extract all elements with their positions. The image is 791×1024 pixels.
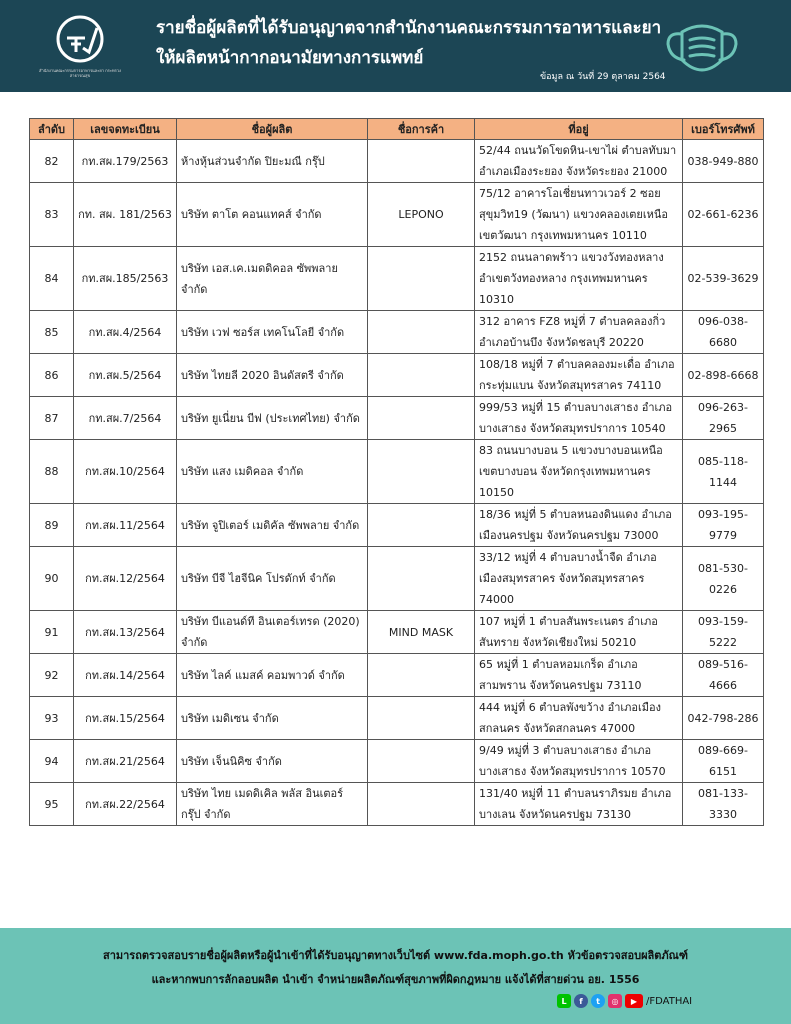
- address: 131/40 หมู่ที่ 11 ตำบลนราภิรมย อำเภอบางเลน จังหวัดนครปฐม 73130: [475, 783, 683, 826]
- row-number: 82: [30, 140, 74, 183]
- phone-number: 038-949-880: [683, 140, 764, 183]
- manufacturer-name: บริษัท เอส.เค.เมดดิคอล ซัพพลาย จำกัด: [177, 247, 368, 311]
- registration-number: กท.สผ.11/2564: [74, 504, 177, 547]
- brand-name: [368, 783, 475, 826]
- col-header-registration: เลขจดทะเบียน: [74, 119, 177, 140]
- address: 107 หมู่ที่ 1 ตำบลสันพระเนตร อำเภอสันทราย จังหวัดเชียงใหม่ 50210: [475, 611, 683, 654]
- row-number: 86: [30, 354, 74, 397]
- manufacturer-name: บริษัท ไลค์ แมสค์ คอมพาวด์ จำกัด: [177, 654, 368, 697]
- manufacturer-name: บริษัท จูปิเตอร์ เมดิคัล ซัพพลาย จำกัด: [177, 504, 368, 547]
- youtube-icon[interactable]: ▶: [625, 994, 643, 1008]
- row-number: 95: [30, 783, 74, 826]
- footer-line-1: สามารถตรวจสอบรายชื่อผู้ผลิตหรือผู้นำเข้าที่ได้รับอนุญาตทางเว็บไซต์ www.fda.moph.go.th หัวข้อตรวจสอบผลิตภัณฑ์: [102, 949, 689, 962]
- manufacturer-name: บริษัท ยูเนี่ยน บีฟ (ประเทศไทย) จำกัด: [177, 397, 368, 440]
- registration-number: กท. สผ. 181/2563: [74, 183, 177, 247]
- data-date: ข้อมูล ณ วันที่ 29 ตุลาคม 2564: [540, 72, 666, 82]
- table-row: [30, 547, 764, 611]
- address: 33/12 หมู่ที่ 4 ตำบลบางน้ำจืด อำเภอเมืองสมุทรสาคร จังหวัดสมุทรสาคร 74000: [475, 547, 683, 611]
- brand-name: MIND MASK: [368, 611, 475, 654]
- brand-name: [368, 440, 475, 504]
- manufacturer-name: บริษัท เมดิเซน จำกัด: [177, 697, 368, 740]
- manufacturer-name: บริษัท ไทย เมดดิเคิล พลัส อินเตอร์ กรุ๊ป จำกัด: [177, 783, 368, 826]
- address: 18/36 หมู่ที่ 5 ตำบลหนองดินแดง อำเภอเมืองนครปฐม จังหวัดนครปฐม 73000: [475, 504, 683, 547]
- phone-number: 096-038-6680: [683, 311, 764, 354]
- row-number: 94: [30, 740, 74, 783]
- row-number: 88: [30, 440, 74, 504]
- row-number: 89: [30, 504, 74, 547]
- address: 999/53 หมู่ที่ 15 ตำบลบางเสาธง อำเภอบางเสาธง จังหวัดสมุทรปราการ 10540: [475, 397, 683, 440]
- table-row: [30, 354, 764, 397]
- brand-name: [368, 740, 475, 783]
- registration-number: กท.สผ.5/2564: [74, 354, 177, 397]
- manufacturer-name: บริษัท แสง เมดิคอล จำกัด: [177, 440, 368, 504]
- registration-number: กท.สผ.7/2564: [74, 397, 177, 440]
- table-row: [30, 697, 764, 740]
- page-footer: [0, 928, 791, 1024]
- page-title: รายชื่อผู้ผลิตที่ได้รับอนุญาตจากสำนักงานคณะกรรมการอาหารและยา: [156, 18, 662, 38]
- manufacturer-table: [29, 118, 764, 826]
- brand-name: [368, 547, 475, 611]
- row-number: 92: [30, 654, 74, 697]
- registration-number: กท.สผ.22/2564: [74, 783, 177, 826]
- table-row: [30, 311, 764, 354]
- table-row: [30, 183, 764, 247]
- table-row: [30, 783, 764, 826]
- manufacturer-name: บริษัท ไทยลี 2020 อินดัสตรี จำกัด: [177, 354, 368, 397]
- facebook-icon[interactable]: f: [574, 994, 588, 1008]
- brand-name: [368, 311, 475, 354]
- registration-number: กท.สผ.14/2564: [74, 654, 177, 697]
- row-number: 83: [30, 183, 74, 247]
- address: 52/44 ถนนวัดโขดหิน-เขาไผ่ ตำบลทับมา อำเภอเมืองระยอง จังหวัดระยอง 21000: [475, 140, 683, 183]
- phone-number: 089-669-6151: [683, 740, 764, 783]
- manufacturer-name: บริษัท ตาโต คอนแทคส์ จำกัด: [177, 183, 368, 247]
- face-mask-icon: [662, 18, 742, 80]
- registration-number: กท.สผ.15/2564: [74, 697, 177, 740]
- registration-number: กท.สผ.13/2564: [74, 611, 177, 654]
- manufacturer-name: ห้างหุ้นส่วนจำกัด ปิยะมณี กรุ๊ป: [177, 140, 368, 183]
- brand-name: [368, 697, 475, 740]
- col-header-address: ที่อยู่: [475, 119, 683, 140]
- fda-logo: [55, 14, 105, 64]
- address: 108/18 หมู่ที่ 7 ตำบลคลองมะเดื่อ อำเภอกระทุ่มแบน จังหวัดสมุทรสาคร 74110: [475, 354, 683, 397]
- table-row: [30, 247, 764, 311]
- row-number: 90: [30, 547, 74, 611]
- brand-name: [368, 504, 475, 547]
- phone-number: 02-661-6236: [683, 183, 764, 247]
- registration-number: กท.สผ.21/2564: [74, 740, 177, 783]
- address: 75/12 อาคารโอเชี่ยนทาวเวอร์ 2 ซอยสุขุมวิท19 (วัฒนา) แขวงคลองเตยเหนือ เขตวัฒนา กรุงเทพมหานคร 10110: [475, 183, 683, 247]
- address: 444 หมู่ที่ 6 ตำบลพังขว้าง อำเภอเมืองสกลนคร จังหวัดสกลนคร 47000: [475, 697, 683, 740]
- phone-number: 081-133-3330: [683, 783, 764, 826]
- twitter-icon[interactable]: t: [591, 994, 605, 1008]
- registration-number: กท.สผ.4/2564: [74, 311, 177, 354]
- row-number: 87: [30, 397, 74, 440]
- phone-number: 02-539-3629: [683, 247, 764, 311]
- brand-name: [368, 140, 475, 183]
- col-header-no: ลำดับ: [30, 119, 74, 140]
- social-links: [557, 994, 692, 1008]
- phone-number: 096-263-2965: [683, 397, 764, 440]
- phone-number: 081-530-0226: [683, 547, 764, 611]
- manufacturer-name: บริษัท บีจี ไฮจีนิค โปรดักท์ จำกัด: [177, 547, 368, 611]
- col-header-manufacturer: ชื่อผู้ผลิต: [177, 119, 368, 140]
- registration-number: กท.สผ.185/2563: [74, 247, 177, 311]
- phone-number: 085-118-1144: [683, 440, 764, 504]
- row-number: 91: [30, 611, 74, 654]
- footer-line-2: และหากพบการลักลอบผลิต นำเข้า จำหน่ายผลิตภัณฑ์สุขภาพที่ผิดกฎหมาย แจ้งได้ที่สายด่วน อย. 1556: [151, 973, 640, 986]
- col-header-phone: เบอร์โทรศัพท์: [683, 119, 764, 140]
- phone-number: 089-516-4666: [683, 654, 764, 697]
- table-header-row: [30, 119, 764, 140]
- address: 2152 ถนนลาดพร้าว แขวงวังทองหลาง อำเขตวังทองหลาง กรุงเทพมหานคร 10310: [475, 247, 683, 311]
- page-subtitle: ให้ผลิตหน้ากากอนามัยทางการแพทย์: [156, 48, 424, 68]
- brand-name: [368, 654, 475, 697]
- manufacturer-name: บริษัท บีแอนด์ที อินเตอร์เทรด (2020) จำกัด: [177, 611, 368, 654]
- brand-name: LEPONO: [368, 183, 475, 247]
- table-row: [30, 611, 764, 654]
- address: 65 หมู่ที่ 1 ตำบลหอมเกร็ด อำเภอสามพราน จังหวัดนครปฐม 73110: [475, 654, 683, 697]
- manufacturer-name: บริษัท เจ็นนิคิซ จำกัด: [177, 740, 368, 783]
- row-number: 85: [30, 311, 74, 354]
- instagram-icon[interactable]: ◎: [608, 994, 622, 1008]
- registration-number: กท.สผ.12/2564: [74, 547, 177, 611]
- address: 312 อาคาร FZ8 หมู่ที่ 7 ตำบลคลองกิ่ว อำเภอบ้านบึง จังหวัดชลบุรี 20220: [475, 311, 683, 354]
- row-number: 84: [30, 247, 74, 311]
- address: 9/49 หมู่ที่ 3 ตำบลบางเสาธง อำเภอบางเสาธง จังหวัดสมุทรปราการ 10570: [475, 740, 683, 783]
- phone-number: 093-195-9779: [683, 504, 764, 547]
- table-row: [30, 504, 764, 547]
- phone-number: 02-898-6668: [683, 354, 764, 397]
- manufacturer-name: บริษัท เวฟ ซอร์ส เทคโนโลยี จำกัด: [177, 311, 368, 354]
- table-row: [30, 140, 764, 183]
- phone-number: 042-798-286: [683, 697, 764, 740]
- table-row: [30, 740, 764, 783]
- brand-name: [368, 247, 475, 311]
- row-number: 93: [30, 697, 74, 740]
- table-row: [30, 440, 764, 504]
- table-row: [30, 654, 764, 697]
- registration-number: กท.สผ.179/2563: [74, 140, 177, 183]
- table-row: [30, 397, 764, 440]
- brand-name: [368, 354, 475, 397]
- col-header-brand: ชื่อการค้า: [368, 119, 475, 140]
- page-header: [0, 0, 791, 92]
- logo-caption: สำนักงานคณะกรรมการอาหารและยา กระทรวงสาธารณสุข: [39, 68, 121, 78]
- line-icon[interactable]: L: [557, 994, 571, 1008]
- social-handle[interactable]: /FDATHAI: [646, 995, 693, 1007]
- brand-name: [368, 397, 475, 440]
- phone-number: 093-159-5222: [683, 611, 764, 654]
- registration-number: กท.สผ.10/2564: [74, 440, 177, 504]
- address: 83 ถนนบางบอน 5 แขวงบางบอนเหนือ เขตบางบอน จังหวัดกรุงเทพมหานคร 10150: [475, 440, 683, 504]
